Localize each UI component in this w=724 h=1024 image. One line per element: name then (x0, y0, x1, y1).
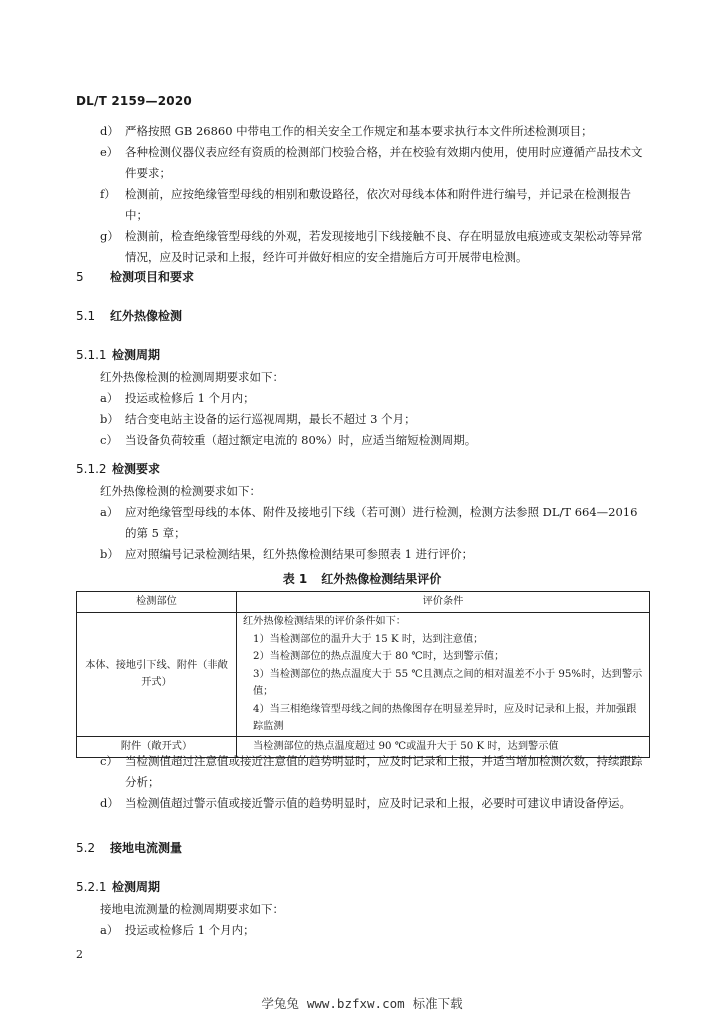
list-item (100, 793, 650, 814)
paragraph: 红外热像检测的检测周期要求如下： (100, 370, 284, 384)
watermark-url: www.bzfxw.com (306, 996, 405, 1011)
evaluation-table (76, 591, 650, 758)
section-number: 5.2.1 (76, 880, 107, 894)
list-item (100, 226, 650, 268)
table-cell-condition: 当检测部位的热点温度超过 90 ℃或温升大于 50 K 时，达到警示值 (237, 736, 650, 757)
list-item-text: 检测前，应按绝缘管型母线的相别和敷设路径，依次对母线本体和附件进行编号，并记录在检测报告中； (125, 187, 631, 222)
section-number: 5.2 (76, 841, 96, 855)
list-item-label: e） (100, 145, 119, 159)
table-cell-part: 附件（敞开式） (77, 736, 237, 757)
condition-line: 1）当检测部位的温升大于 15 K 时，达到注意值； (253, 633, 484, 645)
list-item (100, 142, 650, 184)
table-caption-number: 表 1 (282, 572, 308, 586)
table-header-cell: 评价条件 (237, 592, 650, 613)
section-title: 检测要求 (112, 462, 161, 476)
paragraph: 接地电流测量的检测周期要求如下： (100, 902, 284, 916)
document-code-header: DL/T 2159—2020 (76, 94, 192, 108)
list-item-label: c） (100, 754, 118, 768)
section-title: 检测项目和要求 (110, 270, 195, 284)
list-item-text: 应对照编号记录检测结果，红外热像检测结果可参照表 1 进行评价； (125, 547, 474, 561)
list-item (100, 184, 650, 226)
condition-line: 3）当检测部位的热点温度大于 55 ℃且测点之间的相对温差不小于 95%时，达到警示值； (253, 668, 643, 697)
section-heading-5-1-1 (76, 346, 160, 363)
section-number: 5.1.1 (76, 348, 107, 362)
list-item-text: 当设备负荷较重（超过额定电流的 80%）时，应适当缩短检测周期。 (125, 433, 477, 447)
section-heading-5-1-2 (76, 460, 160, 477)
section-number: 5.1.2 (76, 462, 107, 476)
section-title: 红外热像检测 (110, 309, 183, 323)
section-number: 5 (76, 270, 84, 284)
table-caption (0, 570, 724, 587)
table-header-cell: 检测部位 (77, 592, 237, 613)
list-item-text: 应对绝缘管型母线的本体、附件及接地引下线（若可测）进行检测，检测方法参照 DL/T 664—2016 的第 5 章； (125, 505, 638, 540)
section-heading-5 (76, 268, 194, 285)
section-heading-5-2 (76, 839, 182, 856)
list-item-text: 当检测值超过警示值或接近警示值的趋势明显时，应及时记录和上报，必要时可建议申请设备停运。 (125, 796, 631, 810)
list-item-label: c） (100, 433, 118, 447)
list-item (100, 409, 650, 430)
list-item (100, 920, 650, 941)
condition-intro: 红外热像检测结果的评价条件如下： (243, 616, 406, 627)
list-item (100, 544, 650, 565)
list-item-label: a） (100, 391, 119, 405)
table-row (77, 613, 650, 737)
list-item-label: b） (100, 412, 119, 426)
section-title: 检测周期 (112, 880, 161, 894)
table-cell-condition (237, 613, 650, 737)
table-cell-part: 本体、接地引下线、附件（非敞开式） (77, 613, 237, 737)
list-item-text: 检测前，检查绝缘管型母线的外观，若发现接地引下线接触不良、存在明显放电痕迹或支架松动等异常情况，应及时记录和上报，经许可并做好相应的安全措施后方可开展带电检测。 (125, 229, 643, 264)
list-item-label: d） (100, 124, 119, 138)
watermark-site-name: 学兔兔 (261, 996, 299, 1011)
list-item (100, 388, 650, 409)
list-item-label: d） (100, 796, 119, 810)
list-item (100, 430, 650, 451)
list-item-text: 投运或检修后 1 个月内； (125, 391, 255, 405)
list-item-label: b） (100, 547, 119, 561)
list-item-text: 各种检测仪器仪表应经有资质的检测部门校验合格，并在校验有效期内使用，使用时应遵循产品技术文件要求； (125, 145, 643, 180)
section-title: 检测周期 (112, 348, 161, 362)
list-item (100, 121, 650, 142)
page-number: 2 (76, 948, 83, 961)
list-item (100, 502, 650, 544)
table-caption-title: 红外热像检测结果评价 (321, 572, 442, 586)
list-item-text: 当检测值超过注意值或接近注意值的趋势明显时，应及时记录和上报，并适当增加检测次数，持续跟踪分析； (125, 754, 643, 789)
list-item-label: g） (100, 229, 119, 243)
list-item (100, 751, 650, 793)
table-header-row (77, 592, 650, 613)
paragraph: 红外热像检测的检测要求如下： (100, 484, 261, 498)
list-item-text: 严格按照 GB 26860 中带电工作的相关安全工作规定和基本要求执行本文件所述检测项目； (125, 124, 593, 138)
section-number: 5.1 (76, 309, 96, 323)
condition-line: 4）当三相绝缘管型母线之间的热像图存在明显差异时，应及时记录和上报，并加强跟踪监测 (253, 703, 637, 732)
section-title: 接地电流测量 (110, 841, 183, 855)
section-heading-5-2-1 (76, 878, 160, 895)
list-item-label: f） (100, 187, 116, 201)
list-item-text: 投运或检修后 1 个月内； (125, 923, 255, 937)
list-item-label: a） (100, 505, 119, 519)
footer-watermark (0, 994, 724, 1012)
watermark-label: 标准下载 (412, 996, 463, 1011)
list-item-text: 结合变电站主设备的运行巡视周期，最长不超过 3 个月； (125, 412, 416, 426)
list-item-label: a） (100, 923, 119, 937)
condition-line: 2）当检测部位的热点温度大于 80 ℃时，达到警示值； (253, 651, 505, 662)
section-heading-5-1 (76, 307, 182, 324)
